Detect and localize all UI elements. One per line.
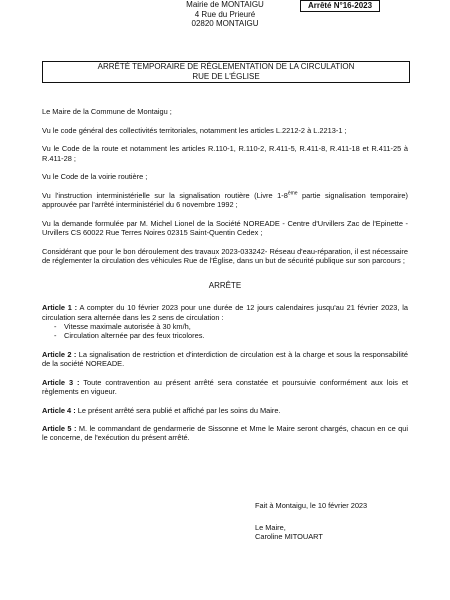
preamble-instruction-superscript: ème [287, 190, 298, 197]
article-1-bullet-alternation: - Circulation alternée par des feux tricolores. [54, 331, 408, 340]
article-4-text: Le présent arrêté sera publié et affiché par les soins du Maire. [75, 405, 281, 415]
preamble-considering: Considérant que pour le bon déroulement des travaux 2023-033242- Réseau d'eau-réparation, il est nécessaire de réglementer la circulation des véhicules Rue de l'Église, dans un but de sécurité publique sur son parcours ; [42, 246, 408, 266]
arrete-number-badge: Arrêté N°16-2023 [300, 0, 380, 12]
article-3-text: Toute contravention au présent arrêté sera constatée et poursuivie conformément aux lois et règlements en vigueur. [42, 377, 409, 396]
article-5-text: M. le commandant de gendarmerie de Sissonne et Mme le Maire seront chargés, chacun en ce qui le concerne, de l'exécution du présent arrêté. [42, 424, 409, 443]
mairie-street: 4 Rue du Prieuré [194, 9, 256, 19]
article-1-label: Article 1 : [42, 303, 78, 313]
preamble-mayor: Le Maire de la Commune de Montaigu ; [42, 107, 172, 116]
article-1-bullet-speed: - Vitesse maximale autorisée à 30 km/h, [54, 322, 408, 331]
mairie-address [182, 0, 268, 29]
mairie-postcode-city: 02820 MONTAIGU [191, 19, 259, 28]
signature-spacer [255, 511, 415, 523]
article-1-bullets [54, 322, 408, 340]
article-2-label: Article 2 : [42, 349, 77, 359]
preamble-code-route: Vu le Code de la route et notamment les articles R.110-1, R.110-2, R.411-5, R.411-8, R.411-18 et R.411-25 à R.411-28 ; [42, 144, 408, 163]
preamble-code-voirie: Vu le Code de la voirie routière ; [42, 172, 148, 182]
document-body [42, 107, 408, 452]
article-5 [42, 424, 408, 442]
article-3 [42, 378, 408, 396]
title-line-1: ARRÊTÉ TEMPORAIRE DE RÈGLEMENTATION DE LA CIRCULATION [97, 62, 355, 71]
title-line-2: RUE DE L'ÉGLISE [192, 72, 260, 81]
signature-block [255, 501, 415, 542]
document-title-box [42, 61, 410, 83]
mairie-name: Mairie de MONTAIGU [186, 0, 264, 9]
signature-role: Le Maire, [255, 522, 286, 532]
section-title-arrete: ARRÊTE [208, 281, 242, 291]
signature-place-date: Fait à Montaigu, le 10 février 2023 [255, 501, 368, 510]
preamble-cgct: Vu le code général des collectivités territoriales, notamment les articles L.2212-2 à L.2213-1 ; [42, 125, 347, 135]
preamble-instruction-part1: Vu l'instruction interministérielle sur la signalisation routière (Livre 1-8 [42, 191, 288, 201]
article-3-label: Article 3 : [42, 377, 80, 387]
preamble-instruction [42, 191, 408, 209]
article-4 [42, 406, 408, 415]
preamble-instruction-part2: partie signalisation temporaire) approuvée par l'arrêté interministériel du 6 novembre 1992 ; [42, 191, 408, 210]
article-5-label: Article 5 : [42, 424, 77, 434]
article-1-text: A compter du 10 février 2023 pour une durée de 12 jours calendaires jusqu'au 21 février 2023, la circulation sera alternée dans les 2 sens de circulation : [42, 303, 408, 322]
signature-name: Caroline MITOUART [255, 532, 323, 541]
article-1 [42, 303, 408, 340]
article-4-label: Article 4 : [42, 405, 76, 415]
article-2 [42, 350, 408, 368]
article-2-text: La signalisation de restriction et d'interdiction de circulation est à la charge et sous la responsabilité de la société NOREADE. [42, 349, 408, 368]
preamble-request: Vu la demande formulée par M. Michel Lionel de la Société NOREADE - Centre d'Urvillers Zac de l'Epinette - Urvillers CS 60022 Rue Terres Noires 02315 Saint-Quentin Cedex ; [42, 218, 408, 238]
